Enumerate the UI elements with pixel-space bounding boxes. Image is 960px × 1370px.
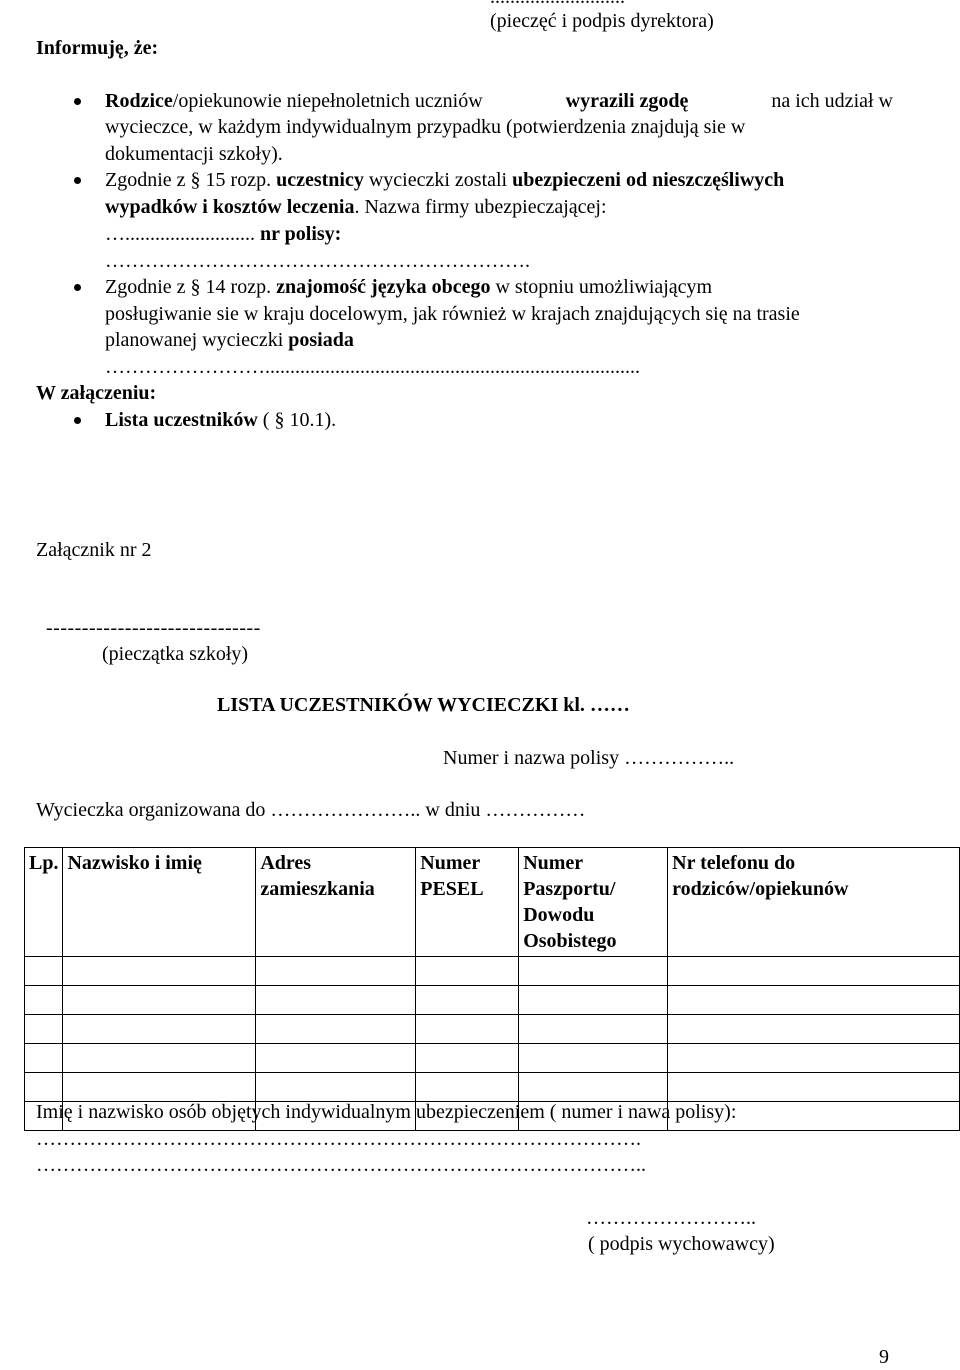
table-row: [25, 1073, 960, 1102]
participants-label: uczestnicy: [276, 169, 364, 191]
table-row: [25, 1044, 960, 1073]
table-cell[interactable]: [668, 1015, 960, 1044]
teacher-signature-caption: ( podpis wychowawcy): [588, 1233, 775, 1255]
table-cell[interactable]: [519, 1044, 668, 1073]
table-cell[interactable]: [256, 957, 416, 986]
school-stamp-line: ------------------------------: [46, 617, 261, 639]
teacher-signature-dots[interactable]: ……………………..: [586, 1207, 756, 1229]
table-cell[interactable]: [668, 986, 960, 1015]
header-phone: Nr telefonu do rodziców/opiekunów: [668, 848, 960, 957]
participants-list-label: Lista uczestników: [105, 409, 258, 431]
table-cell[interactable]: [63, 957, 256, 986]
table-cell[interactable]: [668, 1044, 960, 1073]
table-cell[interactable]: [25, 957, 63, 986]
table-row: [25, 957, 960, 986]
table-cell[interactable]: [63, 986, 256, 1015]
bullet1-line1: [105, 88, 893, 114]
header-lp: Lp.: [25, 848, 63, 957]
language-label: znajomość języka obcego: [276, 276, 491, 298]
table-cell[interactable]: [416, 1044, 519, 1073]
page-number: 9: [879, 1346, 889, 1368]
table-cell[interactable]: [519, 957, 668, 986]
accident-costs-label: wypadków i kosztów leczenia: [105, 196, 355, 218]
has-label: posiada: [288, 329, 354, 351]
bullet3-text-c: planowanej wycieczki: [105, 329, 284, 351]
bullet3-line3: [105, 327, 354, 353]
annex-title: Załącznik nr 2: [36, 539, 152, 561]
bullet-icon: [74, 98, 81, 105]
table-header-row: [25, 848, 960, 957]
inform-label: Informuję, że:: [36, 37, 159, 59]
bullet2-line3: [105, 221, 341, 247]
table-cell[interactable]: [63, 1015, 256, 1044]
table-cell[interactable]: [416, 986, 519, 1015]
table-cell[interactable]: [25, 1073, 63, 1102]
bullet2-line1: [105, 167, 784, 193]
table-cell[interactable]: [519, 1073, 668, 1102]
bullet2-text-b: wycieczki zostali: [368, 169, 508, 191]
table-cell[interactable]: [416, 957, 519, 986]
insured-persons-field-1[interactable]: ……………………………………………………………………………….: [36, 1128, 641, 1150]
table-cell[interactable]: [256, 1015, 416, 1044]
insurer-name-label: . Nazwa firmy ubezpieczającej:: [354, 196, 607, 218]
table-cell[interactable]: [416, 1073, 519, 1102]
insured-label: ubezpieczeni od nieszczęśliwych: [512, 169, 785, 191]
table-cell[interactable]: [256, 986, 416, 1015]
bullet3-text-b: w stopniu umożliwiającym: [495, 276, 713, 298]
attachment-item: [105, 407, 336, 433]
header-pesel: Numer PESEL: [416, 848, 519, 957]
bullet3-line1: [105, 274, 712, 300]
table-cell[interactable]: [668, 957, 960, 986]
header-passport: Numer Paszportu/ Dowodu Osobistego: [519, 848, 668, 957]
policy-number-field[interactable]: ……………………………………………………….: [105, 250, 530, 272]
bullet-icon: [74, 177, 81, 184]
bullet-icon: [74, 284, 81, 291]
participants-table: [24, 847, 960, 1131]
bullet1-text-a: /opiekunowie niepełnoletnich uczniów: [172, 90, 483, 112]
header-name: Nazwisko i imię: [63, 848, 256, 957]
consent-label: wyrazili zgodę: [565, 90, 689, 112]
trip-field[interactable]: Wycieczka organizowana do ………………….. w dniu ……………: [36, 799, 586, 821]
list-title: LISTA UCZESTNIKÓW WYCIECZKI kl. ……: [217, 694, 630, 716]
bullet1-line3: dokumentacji szkoły).: [105, 143, 283, 165]
insured-persons-label: Imię i nazwisko osób objętych indywidualnym ubezpieczeniem ( numer i nawa polisy):: [36, 1101, 737, 1123]
table-cell[interactable]: [256, 1073, 416, 1102]
parents-label: Rodzice: [105, 90, 173, 112]
school-stamp-caption: (pieczątka szkoły): [102, 643, 249, 665]
table-cell[interactable]: [25, 986, 63, 1015]
policy-field[interactable]: Numer i nazwa polisy ……………..: [443, 747, 735, 769]
header-address: Adres zamieszkania: [256, 848, 416, 957]
insured-persons-field-2[interactable]: ………………………………………………………………………………..: [36, 1154, 646, 1176]
insurer-name-field[interactable]: …..........................: [105, 223, 255, 245]
bullet1-text-b: na ich udział w: [771, 90, 893, 112]
table-cell[interactable]: [519, 1015, 668, 1044]
director-signature-caption: (pieczęć i podpis dyrektora): [490, 10, 714, 32]
policy-number-label: nr polisy:: [260, 223, 342, 245]
table-cell[interactable]: [63, 1073, 256, 1102]
bullet2-line2: [105, 194, 607, 220]
bullet3-line2: posługiwanie sie w kraju docelowym, jak również w krajach znajdujących się na trasie: [105, 303, 800, 325]
bullet1-line2: wycieczce, w każdym indywidualnym przypadku (potwierdzenia znajdują sie w: [105, 116, 746, 138]
table-cell[interactable]: [256, 1044, 416, 1073]
bullet2-text-a: Zgodnie z § 15 rozp.: [105, 169, 272, 191]
table-cell[interactable]: [416, 1015, 519, 1044]
table-row: [25, 986, 960, 1015]
language-field[interactable]: ……………………...........................................................................: [105, 356, 640, 378]
bullet3-text-a: Zgodnie z § 14 rozp.: [105, 276, 272, 298]
bullet-icon: [74, 417, 81, 424]
attachments-label: W załączeniu:: [36, 382, 157, 404]
table-cell[interactable]: [668, 1073, 960, 1102]
table-row: [25, 1015, 960, 1044]
table-cell[interactable]: [519, 986, 668, 1015]
table-cell[interactable]: [25, 1044, 63, 1073]
table-cell[interactable]: [63, 1044, 256, 1073]
participants-list-ref: ( § 10.1).: [262, 409, 337, 431]
table-cell[interactable]: [25, 1015, 63, 1044]
